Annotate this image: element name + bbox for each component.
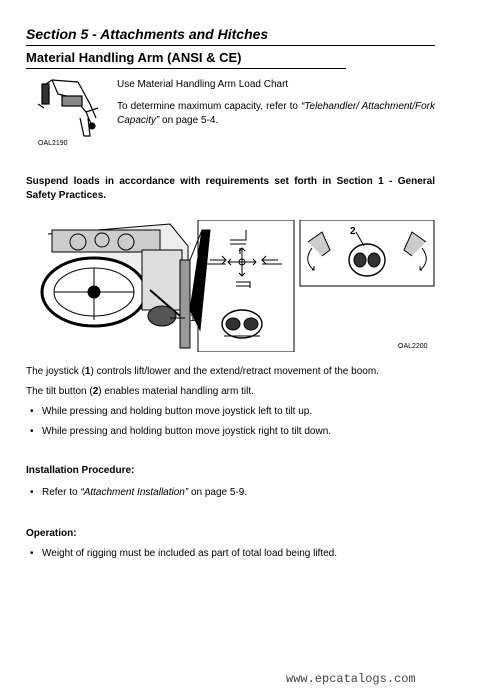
page-title: Material Handling Arm (ANSI & CE)	[26, 50, 242, 65]
operation-heading: Operation:	[26, 528, 77, 539]
material-handling-arm-illustration	[34, 78, 106, 140]
installation-prefix: Refer to	[42, 487, 81, 498]
attachment-installation-link: “Attachment Installation”	[80, 487, 189, 498]
list-item	[30, 426, 331, 437]
callout-2: 2	[350, 226, 356, 237]
title-rule	[26, 68, 346, 69]
list-item	[30, 406, 312, 417]
figure-code-2: OAL2200	[398, 343, 428, 350]
tilt-callout-number: 2	[92, 386, 99, 397]
intro-capacity-suffix: on page 5-4.	[159, 115, 219, 126]
joystick-description	[26, 366, 379, 377]
tilt-prefix: The tilt button (	[26, 386, 93, 397]
bullet-tilt-up: While pressing and holding button move joystick left to tilt up.	[42, 406, 313, 417]
tilt-suffix: ) enables material handling arm tilt.	[98, 386, 254, 397]
intro-load-chart: Use Material Handling Arm Load Chart	[117, 79, 289, 90]
bullet-icon: •	[30, 487, 34, 498]
installation-suffix: on page 5-9.	[188, 487, 248, 498]
section-title: Section 5 - Attachments and Hitches	[26, 26, 269, 42]
installation-heading: Installation Procedure:	[26, 465, 135, 476]
capacity-reference-link: “Telehandler/ Attachment/Fork Capacity”	[117, 101, 435, 126]
watermark: www.epcatalogs.com	[286, 672, 416, 686]
tilt-button-description	[26, 386, 254, 397]
callout-1: 1	[190, 313, 196, 324]
list-item	[30, 548, 337, 559]
list-item	[30, 487, 247, 498]
operation-bullet: Weight of rigging must be included as part of total load being lifted.	[42, 548, 337, 559]
header-rule	[26, 45, 435, 46]
joystick-callout-number: 1	[84, 366, 91, 377]
bullet-tilt-down: While pressing and holding button move joystick right to tilt down.	[42, 426, 332, 437]
intro-capacity-prefix: To determine maximum capacity, refer to	[117, 101, 301, 112]
joystick-suffix: ) controls lift/lower and the extend/retract movement of the boom.	[90, 366, 379, 377]
safety-warning: Suspend loads in accordance with requirements set forth in Section 1 - General Safety Practices.	[26, 176, 435, 201]
joystick-prefix: The joystick (	[26, 366, 85, 377]
bullet-icon: •	[30, 548, 34, 559]
intro-capacity-reference	[117, 100, 435, 128]
figure-code-1: OAL2190	[38, 140, 68, 147]
bullet-icon: •	[30, 426, 34, 437]
joystick-controls-illustration	[30, 220, 440, 352]
bullet-icon: •	[30, 406, 34, 417]
